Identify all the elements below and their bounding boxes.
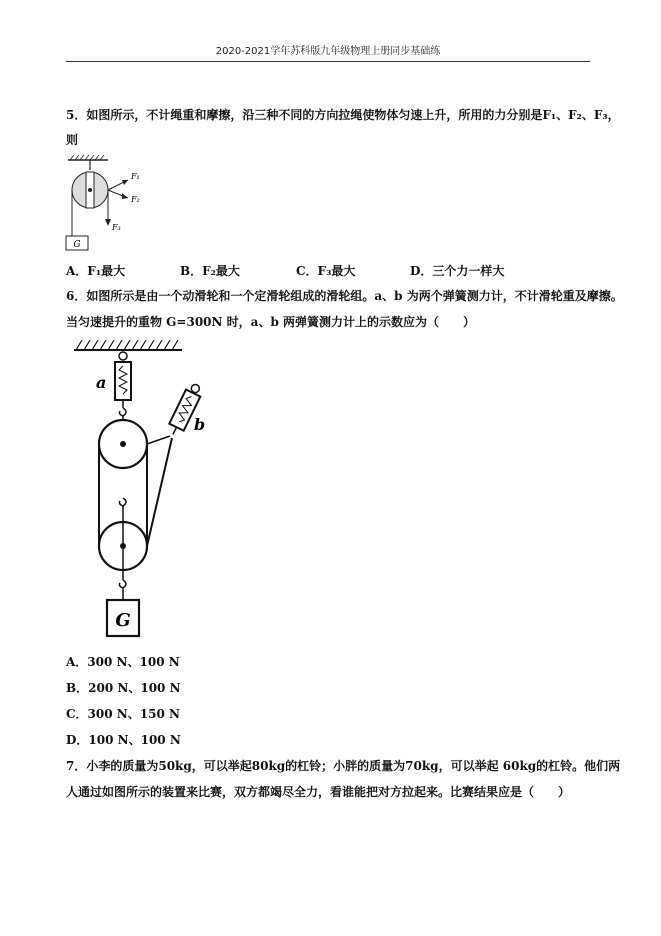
q6-option-d[interactable]: D．100 N、100 N: [66, 733, 181, 747]
q6-figure-label-a: a: [96, 373, 107, 392]
q6-pulley-system-figure: [70, 338, 240, 643]
header-divider: [66, 61, 590, 62]
q6-option-a[interactable]: A．300 N、100 N: [66, 655, 180, 669]
q5-figure-label-g: G: [73, 240, 81, 250]
q7-text-line1: 7．小李的质量为50kg，可以举起80kg的杠铃；小胖的质量为70kg，可以举起 60kg的杠铃。他们两: [66, 759, 621, 773]
q5-option-c[interactable]: C．F₃最大: [296, 264, 356, 278]
q6-option-c[interactable]: C．300 N、150 N: [66, 707, 180, 721]
q5-option-a[interactable]: A．F₁最大: [66, 264, 126, 278]
q6-text-line2: 当匀速提升的重物 G=300N 时，a、b 两弹簧测力计上的示数应为（ ）: [66, 315, 476, 329]
q5-option-b[interactable]: B．F₂最大: [180, 264, 240, 278]
q5-figure-label-f2: F₂: [131, 195, 140, 204]
q5-text-line2: 则: [66, 133, 79, 147]
q6-option-b[interactable]: B．200 N、100 N: [66, 681, 181, 695]
q5-figure-label-f3: F₃: [112, 223, 121, 232]
page-header: 2020-2021学年苏科版九年级物理上册同步基础练: [215, 46, 441, 57]
q6-text-line1: 6．如图所示是由一个动滑轮和一个定滑轮组成的滑轮组。a、b 为两个弹簧测力计，不计滑轮重及摩擦。: [66, 289, 623, 303]
q7-text-line2: 人通过如图所示的装置来比赛，双方都竭尽全力，看谁能把对方拉起来。比赛结果应是（ ）: [66, 785, 571, 799]
q5-pulley-figure: [62, 152, 172, 252]
q5-option-d[interactable]: D．三个力一样大: [410, 264, 505, 278]
q6-figure-label-g: G: [115, 610, 131, 631]
q5-figure-label-f1: F₁: [131, 172, 140, 181]
q5-text-line1: 5．如图所示，不计绳重和摩擦，沿三种不同的方向拉绳使物体匀速上升，所用的力分别是F₁、F₂、F₃，: [66, 108, 620, 122]
q6-figure-label-b: b: [194, 415, 206, 434]
